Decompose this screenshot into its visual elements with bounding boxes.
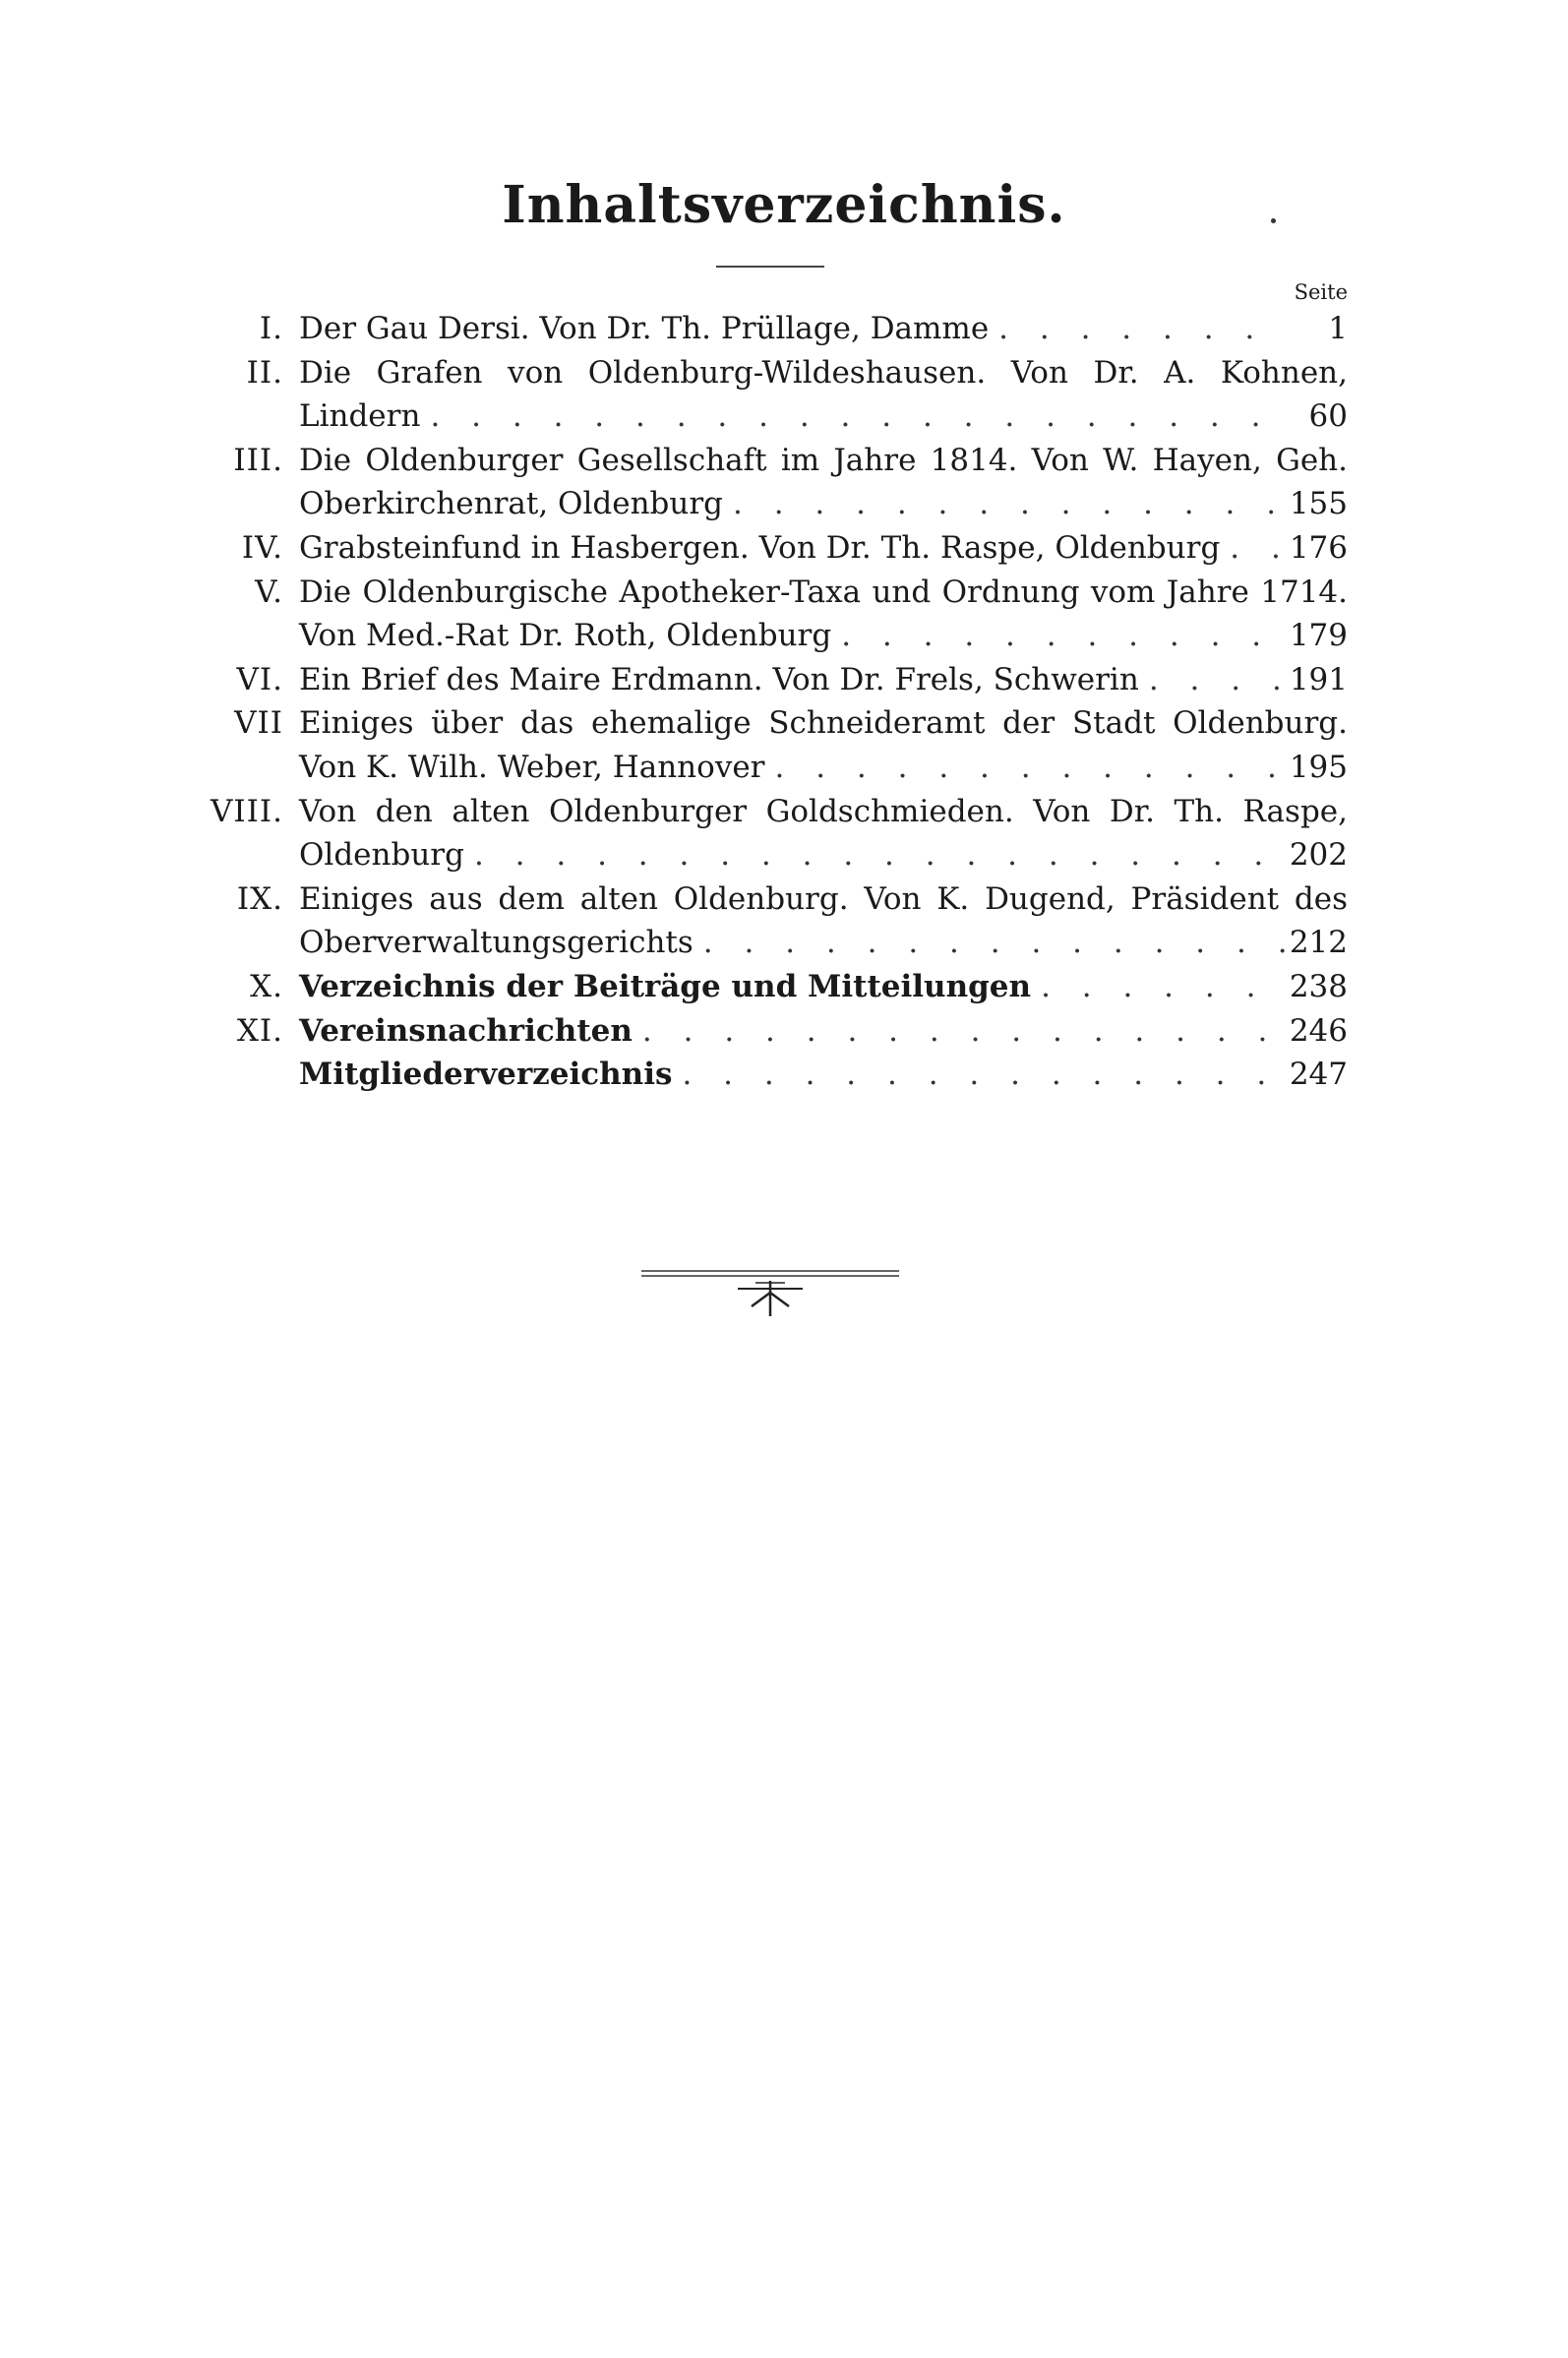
- toc-entry-number: VII: [234, 705, 283, 742]
- toc-entry-text: Die Grafen von Oldenburg-Wildeshausen. Von Dr. A. Kohnen,: [299, 354, 1348, 391]
- toc-entry-text: Lindern: [299, 398, 421, 435]
- toc-entry-number: V.: [255, 574, 283, 610]
- toc-line: [177, 833, 1348, 877]
- toc-line: [177, 658, 1348, 702]
- toc-line: [177, 482, 1348, 526]
- toc-entry-text: Oldenburg: [299, 837, 464, 874]
- toc-entry-number: VIII.: [211, 793, 283, 829]
- toc-page-number: 195: [1289, 749, 1348, 785]
- table-of-contents: [177, 307, 1348, 1097]
- leader-dots: [831, 614, 1289, 658]
- toc-page-number: 202: [1289, 837, 1348, 874]
- toc-page-number: 60: [1308, 398, 1348, 435]
- leader-dots: [1031, 965, 1289, 1009]
- toc-line: [177, 701, 1348, 746]
- toc-entry-text: Oberverwaltungsgerichts: [299, 925, 694, 961]
- toc-line: [177, 790, 1348, 834]
- toc-entry-text: Von K. Wilh. Weber, Hannover: [299, 749, 765, 785]
- leader-dots: [633, 1009, 1289, 1054]
- toc-page-number: 247: [1289, 1057, 1348, 1093]
- toc-entry-text: Einiges aus dem alten Oldenburg. Von K. Dugend, Präsident des: [299, 880, 1348, 917]
- page-column-label: Seite: [1294, 280, 1348, 304]
- toc-line: [177, 571, 1348, 615]
- leader-dots: [1220, 526, 1289, 571]
- leader-dots: [723, 482, 1289, 526]
- leader-dots: [694, 921, 1289, 965]
- closing-ornament: [641, 1267, 899, 1326]
- toc-line: [177, 439, 1348, 483]
- toc-entry-number: XI.: [236, 1012, 283, 1049]
- toc-page-number: 246: [1289, 1012, 1348, 1049]
- toc-page-number: 1: [1328, 311, 1348, 346]
- toc-line: [177, 1009, 1348, 1054]
- toc-line: [177, 307, 1348, 351]
- toc-entry-text: Mitgliederverzeichnis: [299, 1057, 673, 1093]
- toc-entry-text: Von Med.-Rat Dr. Roth, Oldenburg: [299, 618, 832, 654]
- toc-entry-text: Vereinsnachrichten: [299, 1012, 633, 1049]
- toc-page-number: 155: [1289, 486, 1348, 522]
- toc-entry-text: Grabsteinfund in Hasbergen. Von Dr. Th. Raspe, Oldenburg: [299, 529, 1221, 566]
- toc-line: [177, 614, 1348, 658]
- leader-dots: [672, 1053, 1289, 1097]
- toc-entry-text: Der Gau Dersi. Von Dr. Th. Prüllage, Damme: [299, 311, 990, 346]
- toc-entry-number: IV.: [241, 529, 283, 566]
- toc-entry-text: Einiges über das ehemalige Schneideramt der Stadt Oldenburg.: [299, 705, 1348, 742]
- leader-dots: [765, 746, 1290, 790]
- toc-line: [177, 1053, 1348, 1097]
- toc-line: [177, 877, 1348, 922]
- title-rule: [716, 266, 824, 268]
- toc-entry-number: VI.: [236, 661, 283, 697]
- leader-dots: [420, 394, 1289, 439]
- leader-dots: [1139, 658, 1289, 702]
- toc-page-number: 176: [1289, 529, 1348, 566]
- leader-dots: [464, 833, 1289, 877]
- toc-page-number: 212: [1289, 925, 1348, 961]
- toc-entry-number: I.: [259, 311, 283, 346]
- toc-entry-text: Verzeichnis der Beiträge und Mitteilungen: [299, 968, 1032, 1004]
- toc-entry-text: Ein Brief des Maire Erdmann. Von Dr. Frels, Schwerin: [299, 661, 1139, 697]
- toc-entry-number: II.: [246, 354, 283, 391]
- toc-line: [177, 965, 1348, 1009]
- toc-line: [177, 746, 1348, 790]
- toc-entry-text: Die Oldenburger Gesellschaft im Jahre 1814. Von W. Hayen, Geh.: [299, 442, 1348, 478]
- leader-dots: [989, 307, 1289, 351]
- toc-line: [177, 394, 1348, 439]
- toc-page-number: 191: [1289, 661, 1348, 697]
- toc-entry-text: Die Oldenburgische Apotheker-Taxa und Ordnung vom Jahre 1714.: [299, 574, 1348, 610]
- page-title: Inhaltsverzeichnis.: [502, 175, 1066, 235]
- toc-entry-text: Oberkirchenrat, Oldenburg: [299, 486, 724, 522]
- toc-line: [177, 351, 1348, 395]
- toc-entry-number: X.: [250, 968, 283, 1004]
- toc-entry-number: III.: [233, 442, 283, 478]
- toc-line: [177, 526, 1348, 571]
- toc-entry-text: Von den alten Oldenburger Goldschmieden. Von Dr. Th. Raspe,: [299, 793, 1348, 829]
- toc-page-number: 179: [1289, 618, 1348, 654]
- toc-page-number: 238: [1289, 968, 1348, 1004]
- toc-line: [177, 921, 1348, 965]
- stray-dot: [1271, 218, 1276, 223]
- toc-entry-number: IX.: [236, 880, 283, 917]
